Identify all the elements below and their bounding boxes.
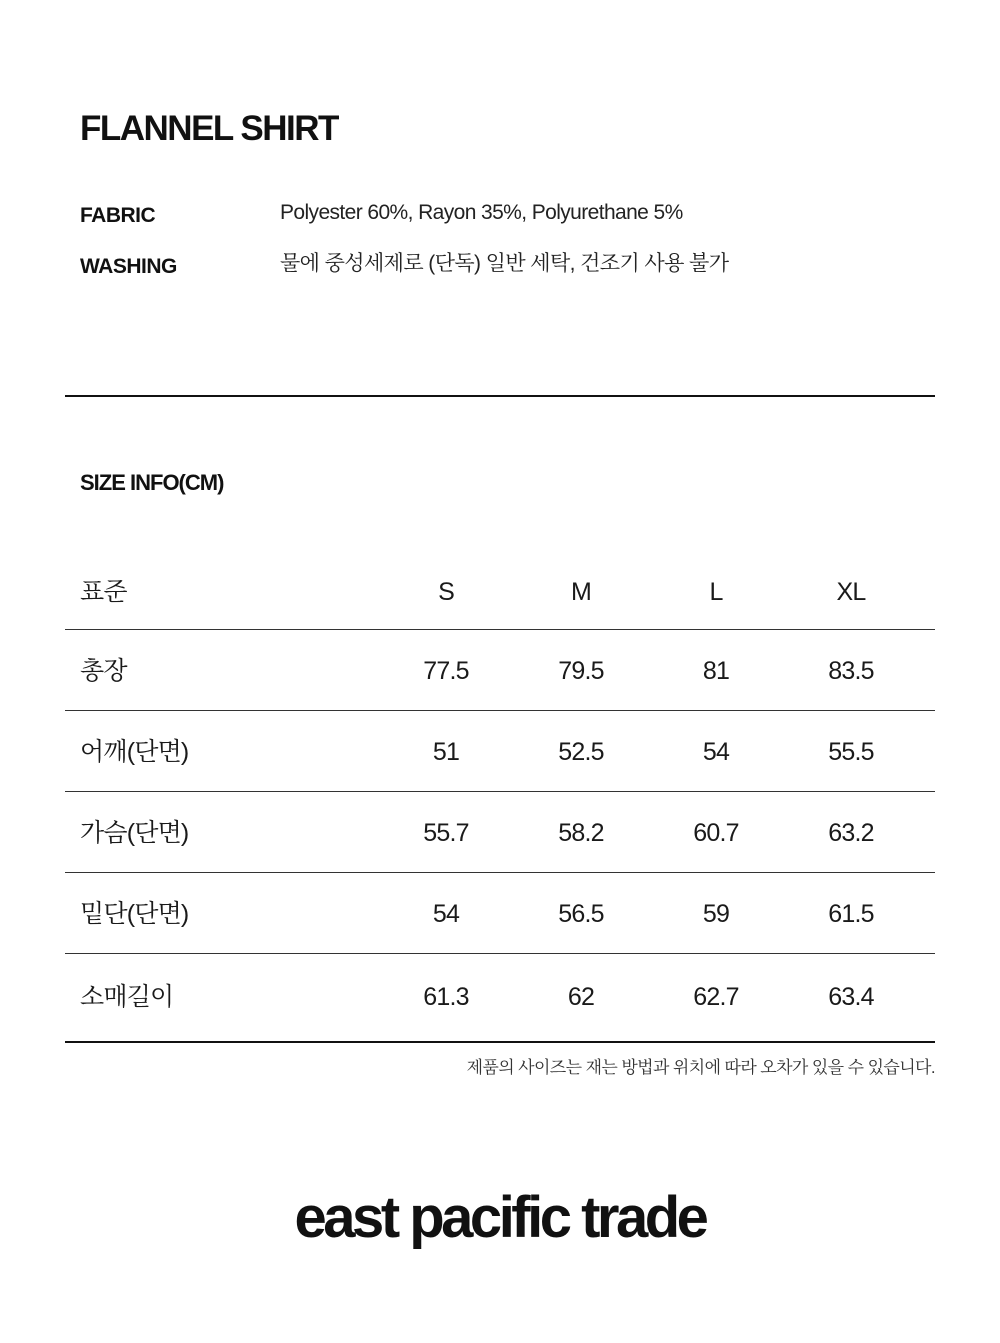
table-cell: 55.5 — [828, 738, 874, 766]
column-header-xl: XL — [836, 578, 866, 606]
table-row — [65, 954, 935, 1043]
table-row — [65, 630, 935, 711]
washing-label: WASHING — [80, 255, 177, 278]
product-title: FLANNEL SHIRT — [80, 109, 338, 148]
table-cell: 62 — [567, 983, 595, 1011]
column-header-m: M — [570, 578, 592, 606]
table-cell: 79.5 — [558, 657, 604, 685]
table-cell: 62.7 — [693, 983, 739, 1011]
row-label: 소매길이 — [80, 983, 174, 1011]
column-header-standard: 표준 — [80, 578, 127, 606]
table-cell: 61.5 — [828, 900, 874, 928]
row-label: 어깨(단면) — [80, 738, 189, 766]
size-info-heading: SIZE INFO(CM) — [80, 470, 224, 495]
size-disclaimer-note: 제품의 사이즈는 재는 방법과 위치에 따라 오차가 있을 수 있습니다. — [466, 1058, 935, 1077]
table-cell: 60.7 — [693, 819, 739, 847]
column-header-s: S — [438, 578, 454, 606]
size-table — [65, 555, 935, 1043]
washing-value: 물에 중성세제로 (단독) 일반 세탁, 건조기 사용 불가 — [280, 252, 729, 275]
fabric-value: Polyester 60%, Rayon 35%, Polyurethane 5% — [280, 201, 683, 224]
table-cell: 58.2 — [558, 819, 604, 847]
table-cell: 59 — [702, 900, 730, 928]
table-cell: 56.5 — [558, 900, 604, 928]
washing-row — [80, 252, 940, 282]
table-cell: 55.7 — [423, 819, 469, 847]
brand-logo: east pacific trade — [294, 1185, 706, 1250]
row-label: 총장 — [80, 657, 127, 685]
table-cell: 54 — [702, 738, 730, 766]
fabric-label: FABRIC — [80, 204, 156, 227]
table-row — [65, 873, 935, 954]
table-cell: 51 — [432, 738, 460, 766]
table-cell: 63.2 — [828, 819, 874, 847]
row-label: 가슴(단면) — [80, 819, 189, 847]
table-cell: 61.3 — [423, 983, 469, 1011]
fabric-row — [80, 201, 940, 231]
size-table-header — [65, 555, 935, 630]
section-divider — [65, 395, 935, 397]
row-label: 밑단(단면) — [80, 900, 189, 928]
table-cell: 52.5 — [558, 738, 604, 766]
table-row — [65, 792, 935, 873]
table-cell: 81 — [702, 657, 730, 685]
table-cell: 83.5 — [828, 657, 874, 685]
table-cell: 63.4 — [828, 983, 874, 1011]
table-row — [65, 711, 935, 792]
table-cell: 77.5 — [423, 657, 469, 685]
table-cell: 54 — [432, 900, 460, 928]
column-header-l: L — [709, 578, 723, 606]
